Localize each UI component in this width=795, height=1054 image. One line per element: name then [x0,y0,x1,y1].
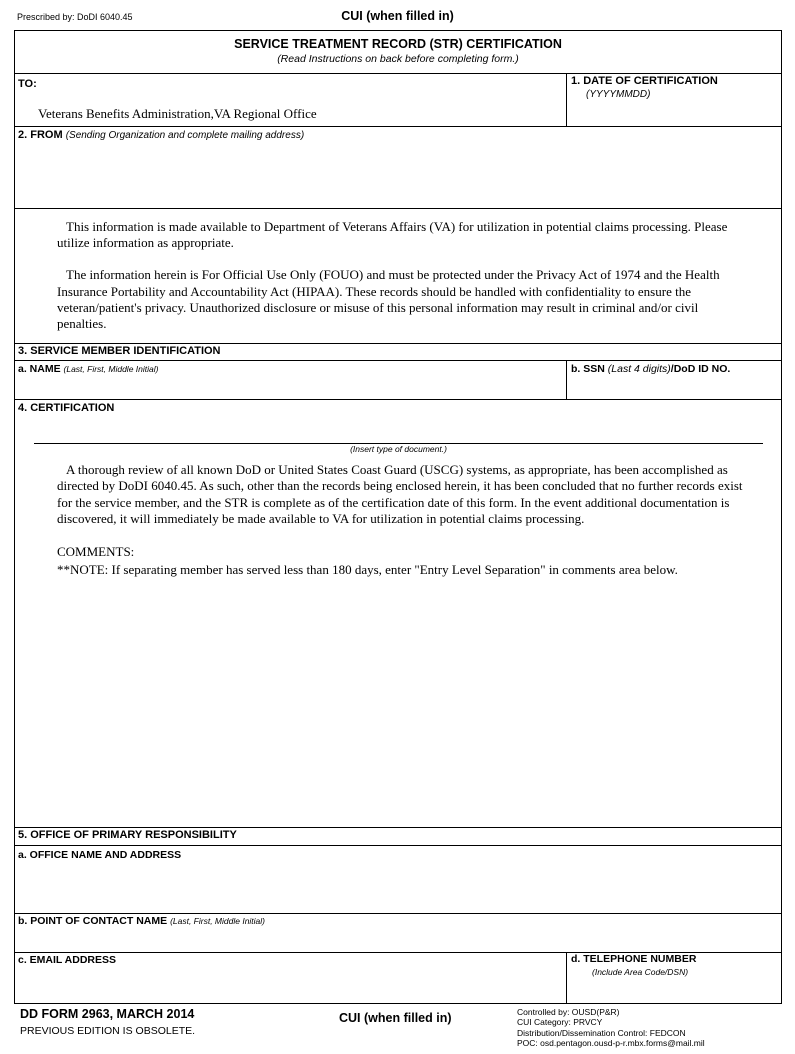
email-label: c. EMAIL ADDRESS [18,954,117,966]
notice-paragraph-1: This information is made available to Department of Veterans Affairs (VA) for utilization in potential claims processing. Please utilize information as appropriate. [57,219,728,251]
divider [14,360,782,361]
office-name-address-field[interactable] [18,863,782,912]
from-hint: (Sending Organization and complete mailing address) [65,130,305,141]
section-3-label: 3. SERVICE MEMBER IDENTIFICATION [18,345,221,357]
to-label: TO: [18,78,37,90]
notice-block [57,219,747,332]
telephone-field[interactable] [570,980,782,1002]
divider [14,126,782,127]
poc-label: b. POINT OF CONTACT NAME [18,915,168,927]
divider [14,208,782,209]
form-number: DD FORM 2963, MARCH 2014 [20,1007,195,1021]
controlled-by: Controlled by: OUSD(P&R) [517,1007,620,1017]
name-hint: (Last, First, Middle Initial) [63,364,159,374]
distribution-control: Distribution/Dissemination Control: FEDCON [517,1027,686,1038]
section-5-label: 5. OFFICE OF PRIMARY RESPONSIBILITY [18,829,237,841]
divider [14,845,782,846]
ssn-label: b. SSN [571,363,605,375]
document-type-hint: (Insert type of document.) [350,444,447,454]
certification-block [57,462,754,527]
member-name-field[interactable] [18,377,566,398]
cui-designation-block [517,1007,705,1048]
divider [566,952,567,1004]
previous-edition-note: PREVIOUS EDITION IS OBSOLETE. [20,1025,196,1037]
date-of-certification-field[interactable] [570,103,782,125]
from-field[interactable] [18,143,782,207]
poc-name-field[interactable] [18,930,782,951]
poc-email: POC: osd.pentagon.ousd-p-r.mbx.forms@mail.mil [517,1037,705,1048]
divider [14,343,782,344]
comments-label: COMMENTS: [57,544,135,559]
poc-label-group [18,915,265,927]
document-type-field[interactable] [34,424,766,444]
comments-field[interactable] [18,582,782,826]
office-label: a. OFFICE NAME AND ADDRESS [18,849,182,861]
divider [566,360,567,399]
cui-marking-bottom: CUI (when filled in) [339,1011,452,1025]
phone-label: d. TELEPHONE NUMBER [571,953,697,965]
ssn-dodid-field[interactable] [570,377,782,398]
divider [14,399,782,400]
form-title: SERVICE TREATMENT RECORD (STR) CERTIFICATION [234,37,562,51]
ssn-label-group [571,363,730,375]
poc-hint: (Last, First, Middle Initial) [170,916,266,926]
comments-note: **NOTE: If separating member has served less than 180 days, enter "Entry Level Separation" in comments area below. [57,562,678,577]
divider [566,73,567,127]
name-label-group [18,363,158,375]
notice-paragraph-2: The information herein is For Official Use Only (FOUO) and must be protected under the Privacy Act of 1974 and the Health Insurance Portability and Accountability Act (HIPAA). These records should be handled with confidentiality to ensure the veteran/patient's privacy. Unauthorized disclosure or misuse of this personal information may result in criminal and/or civil penalties. [57,267,720,332]
from-label-group [18,129,304,141]
email-field[interactable] [18,970,566,998]
divider [14,827,782,828]
date-of-certification-label: 1. DATE OF CERTIFICATION [571,75,718,87]
dod-id-label: /DoD ID NO. [670,363,731,375]
name-label: a. NAME [18,363,61,375]
prescribed-by: Prescribed by: DoDI 6040.45 [17,12,133,22]
certification-paragraph: A thorough review of all known DoD or United States Coast Guard (USCG) systems, as appropriate, has been accomplished as directed by DoDI 6040.45. As such, other than the records being enclosed herein, it has been concluded that no further records exist for the service member, and the STR is complete as of the certification date of this form. In the event additional documentation is discovered, it will immediately be made available to VA for utilization in potential claims processing. [57,462,743,526]
date-format-hint: (YYYYMMDD) [586,89,651,100]
form-subtitle: (Read Instructions on back before completing form.) [277,53,519,65]
divider [14,913,782,914]
cui-marking-top: CUI (when filled in) [341,9,454,23]
to-value: Veterans Benefits Administration,VA Regional Office [38,106,317,121]
section-4-label: 4. CERTIFICATION [18,402,115,414]
cui-category: CUI Category: PRVCY [517,1017,603,1028]
divider [14,73,782,74]
from-label: 2. FROM [18,129,63,141]
phone-hint: (Include Area Code/DSN) [592,967,689,977]
ssn-hint: (Last 4 digits) [607,363,671,375]
